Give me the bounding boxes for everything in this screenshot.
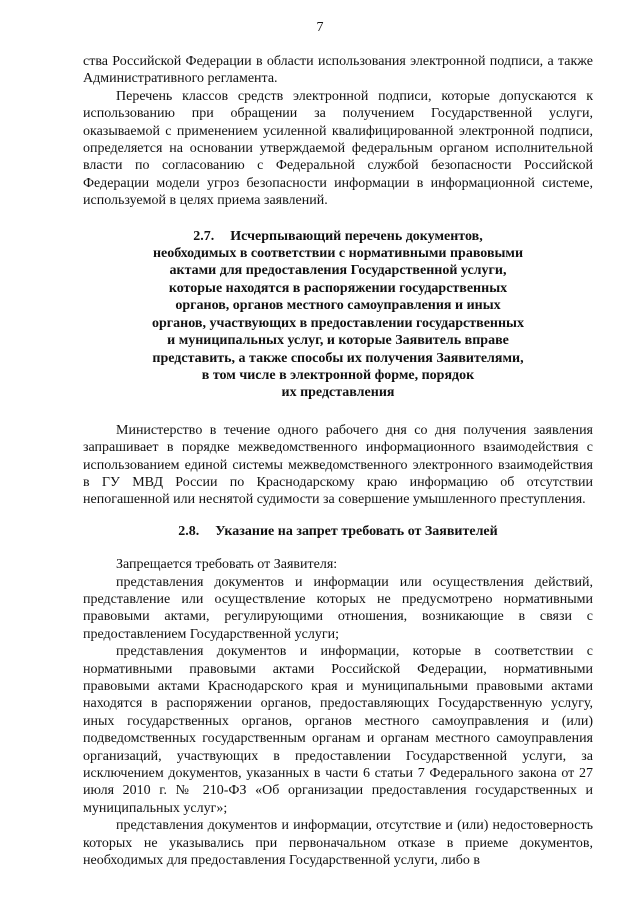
paragraph-continuation: ства Российской Федерации в области использования электронной подписи, а также Административного регламента.: [83, 54, 593, 87]
section-heading-2-7-line: актами для предоставления Государственной услуги,: [169, 263, 507, 279]
document-body: [83, 53, 593, 869]
section-heading-2-7-line: и муниципальных услуг, и которые Заявитель вправе: [167, 333, 509, 349]
section-heading-2-7-line: органов, участвующих в предоставлении государственных: [152, 315, 524, 331]
section-number: 2.8.: [178, 523, 200, 539]
section-heading-2-7-line: которые находятся в распоряжении государственных: [168, 280, 508, 296]
paragraph-prohibition-item: представления документов и информации или осуществления действий, представление или осуществление которых не предусмотрено нормативными правовыми актами, регулирующими отношения, возникающие в связи с предоставлением Государственной услуги;: [83, 574, 593, 642]
section-heading-2-7-line: органов, органов местного самоуправления и иных: [175, 298, 501, 314]
paragraph-prohibition-intro: Запрещается требовать от Заявителя:: [116, 557, 338, 573]
section-title-text: Исчерпывающий перечень документов,: [230, 228, 483, 244]
section-heading-2-7-line: представить, а также способы их получения Заявителями,: [152, 350, 524, 366]
section-title-text: Указание на запрет требовать от Заявителей: [215, 523, 498, 539]
section-heading-2-7: [83, 228, 593, 402]
paragraph-prohibition-item: представления документов и информации, которые в соответствии с нормативными правовыми актами Российской Федерации, нормативными правовыми актами Краснодарского края и муниципальными правовыми актами находятся в распоряжении органов, предоставляющих Государственную услугу, иных государственных органов, органов местного самоуправления и (или) подведомственных государственным органам и органам местного самоуправления организаций, участвующих в предоставлении Государственной услуги, за исключением документов, указанных в части 6 статьи 7 Федерального закона от 27 июля 2010 г. № 210-ФЗ «Об организации предоставления государственных и муниципальных услуг»;: [83, 644, 593, 816]
section-heading-2-7-line: в том числе в электронной форме, порядок: [201, 367, 475, 383]
section-heading-2-7-line: их представления: [281, 385, 395, 401]
section-heading-2-7-line: необходимых в соответствии с нормативными правовыми: [152, 246, 524, 262]
paragraph-signature-classes: Перечень классов средств электронной подписи, которые допускаются к использованию при обращении за получением Государственной услуги, оказываемой с применением усиленной квалифицированной электронной подписи, определяется на основании утверждаемой федеральным органом исполнительной власти по согласованию с Федеральной службой безопасности Российской Федерации модели угроз безопасности информации в информационной системе, используемой в целях приема заявлений.: [83, 88, 593, 209]
section-heading-2-7-line: [83, 228, 593, 245]
page-number: 7: [316, 20, 324, 35]
paragraph-ministry-request: Министерство в течение одного рабочего дня со дня получения заявления запрашивает в порядке межведомственного информационного взаимодействия с использованием единой системы межведомственного электронного взаимодействия в ГУ МВД России по Краснодарскому краю информацию об отсутствии непогашенной или неснятой судимости за совершение умышленного преступления.: [83, 422, 593, 508]
paragraph-prohibition-item: представления документов и информации, отсутствие и (или) недостоверность которых не указывались при первоначальном отказе в приеме документов, необходимых для предоставления Государственной услуги, либо в: [83, 818, 593, 869]
section-heading-2-8: [83, 523, 593, 540]
section-number: 2.7.: [193, 228, 215, 244]
